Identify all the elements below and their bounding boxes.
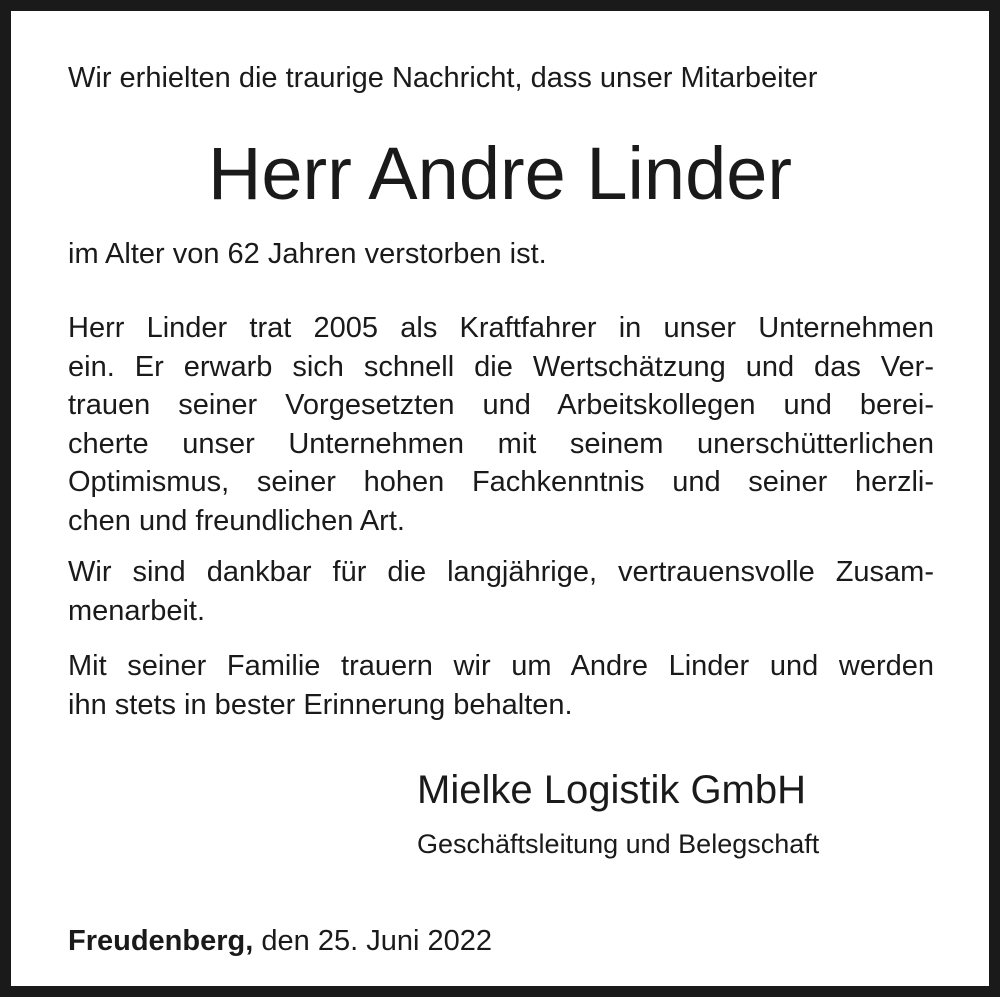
signatories: Geschäftsleitung und Belegschaft — [417, 829, 820, 859]
text-line: Herr Linder trat 2005 als Kraftfahrer in unser Unternehmen — [68, 312, 934, 344]
place-and-date — [68, 922, 492, 960]
intro-text: Wir erhielten die traurige Nachricht, dass unser Mitarbeiter — [68, 62, 818, 94]
text-line: trauen seiner Vorgesetzten und Arbeitskollegen und berei- — [68, 389, 934, 421]
deceased-name: Herr Andre Linder — [207, 132, 793, 215]
text-line: ein. Er erwarb sich schnell die Wertschätzung und das Ver- — [68, 350, 934, 383]
age-line: im Alter von 62 Jahren verstorben ist. — [68, 238, 547, 270]
company-name: Mielke Logistik GmbH — [417, 768, 807, 812]
date: den 25. Juni 2022 — [261, 925, 492, 957]
paragraph-thanks — [68, 553, 934, 630]
place: Freudenberg, — [68, 925, 254, 957]
text-line: ihn stets in bester Erinnerung behalten. — [68, 688, 573, 721]
text-line: Wir sind dankbar für die langjährige, vertrauensvolle Zusam- — [68, 556, 934, 588]
text-line: Optimismus, seiner hohen Fachkenntnis und seiner herzli- — [68, 466, 934, 498]
text-line: cherte unser Unternehmen mit seinem unerschütterlichen — [68, 427, 934, 460]
text-line: chen und freundlichen Art. — [68, 504, 405, 537]
text-line: Mit seiner Familie trauern wir um Andre Linder und werden — [68, 650, 934, 682]
text-line: menarbeit. — [68, 594, 206, 627]
paragraph-career — [68, 309, 934, 540]
paragraph-mourning — [68, 647, 934, 724]
